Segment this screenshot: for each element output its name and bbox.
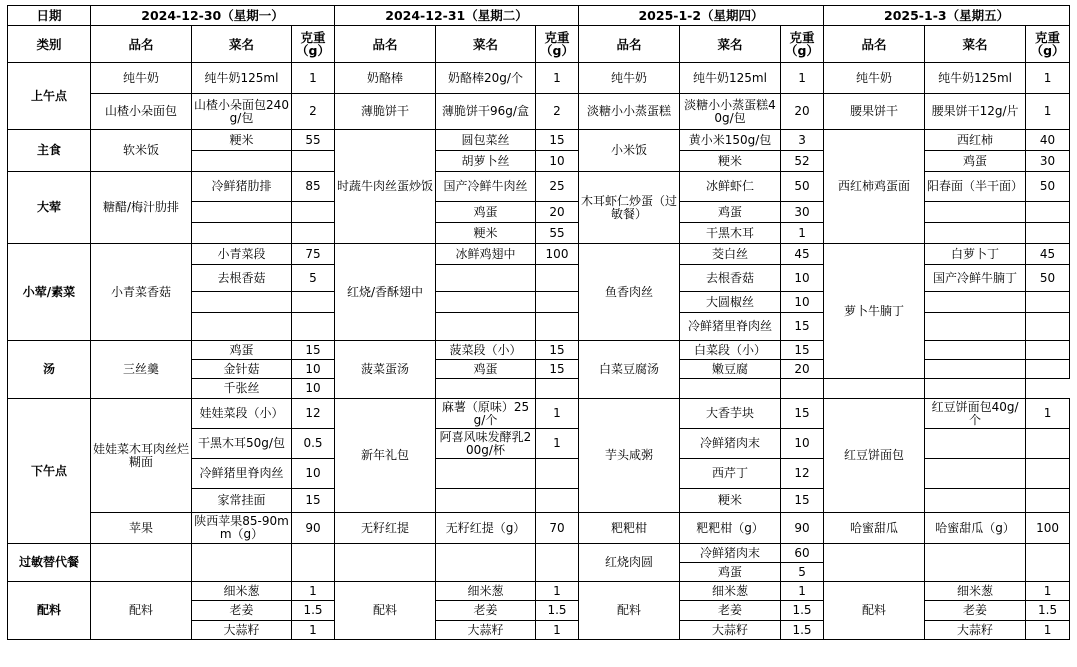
ingredient-name: 山楂小朵面包240g/包 bbox=[192, 94, 292, 130]
ingredient-name: 麻薯（原味）25g/个 bbox=[436, 399, 536, 429]
ingredient-column-label: 菜名 bbox=[192, 26, 292, 63]
column-header-row bbox=[8, 26, 1070, 63]
date-header: 2025-1-3（星期五） bbox=[824, 6, 1070, 26]
category-label: 大荤 bbox=[8, 172, 91, 244]
ingredient-weight: 10 bbox=[292, 360, 335, 379]
ingredient-weight: 1 bbox=[536, 621, 579, 640]
ingredient-name: 大蒜籽 bbox=[680, 621, 781, 640]
dish-name: 西红柿鸡蛋面 bbox=[824, 130, 925, 244]
ingredient-weight bbox=[1026, 341, 1070, 360]
category-label: 汤 bbox=[8, 341, 91, 399]
ingredient-weight bbox=[1026, 459, 1070, 489]
ingredient-weight: 50 bbox=[1026, 172, 1070, 202]
dish-name: 配料 bbox=[91, 582, 192, 640]
ingredient-weight bbox=[536, 379, 579, 399]
ingredient-weight: 52 bbox=[781, 151, 824, 172]
ingredient-name: 冷鲜猪肉末 bbox=[680, 429, 781, 459]
ingredient-name: 娃娃菜段（小） bbox=[192, 399, 292, 429]
ingredient-weight bbox=[536, 292, 579, 313]
dish-name: 奶酪棒 bbox=[335, 63, 436, 94]
ingredient-weight: 1 bbox=[781, 223, 824, 244]
ingredient-weight: 1 bbox=[536, 582, 579, 601]
dish-name: 萝卜牛腩丁 bbox=[824, 244, 925, 379]
ingredient-weight bbox=[536, 489, 579, 513]
dish-name: 山楂小朵面包 bbox=[91, 94, 192, 130]
ingredient-name: 菠菜段（小） bbox=[436, 341, 536, 360]
date-header: 2025-1-2（星期四） bbox=[579, 6, 824, 26]
dish-name: 纯牛奶 bbox=[91, 63, 192, 94]
category-label: 过敏替代餐 bbox=[8, 544, 91, 582]
table-row bbox=[8, 130, 1070, 151]
ingredient-name: 黄小米150g/包 bbox=[680, 130, 781, 151]
ingredient-weight: 15 bbox=[292, 341, 335, 360]
dish-column-label: 品名 bbox=[91, 26, 192, 63]
ingredient-name: 冷鲜猪肉末 bbox=[680, 544, 781, 563]
ingredient-weight: 5 bbox=[781, 563, 824, 582]
ingredient-weight: 15 bbox=[536, 341, 579, 360]
dish-name: 木耳虾仁炒蛋（过敏餐） bbox=[579, 172, 680, 244]
category-label: 配料 bbox=[8, 582, 91, 640]
table-row bbox=[8, 63, 1070, 94]
ingredient-name bbox=[824, 379, 925, 399]
ingredient-name bbox=[436, 265, 536, 292]
ingredient-weight: 1.5 bbox=[781, 601, 824, 621]
ingredient-name: 鸡蛋 bbox=[680, 563, 781, 582]
ingredient-weight: 50 bbox=[1026, 265, 1070, 292]
ingredient-weight: 90 bbox=[292, 513, 335, 544]
ingredient-name: 大香芋块 bbox=[680, 399, 781, 429]
ingredient-name: 粳米 bbox=[436, 223, 536, 244]
dish-name bbox=[824, 544, 925, 582]
ingredient-weight: 1 bbox=[536, 63, 579, 94]
dish-name: 无籽红提 bbox=[335, 513, 436, 544]
ingredient-name: 粑粑柑（g） bbox=[680, 513, 781, 544]
weight-column-label: 克重（g） bbox=[292, 26, 335, 63]
ingredient-weight: 1 bbox=[536, 429, 579, 459]
ingredient-column-label: 菜名 bbox=[925, 26, 1026, 63]
ingredient-weight: 55 bbox=[536, 223, 579, 244]
category-column-label: 类别 bbox=[8, 26, 91, 63]
ingredient-weight: 12 bbox=[292, 399, 335, 429]
ingredient-weight bbox=[1026, 313, 1070, 341]
ingredient-name: 茭白丝 bbox=[680, 244, 781, 265]
ingredient-name: 冰鲜鸡翅中 bbox=[436, 244, 536, 265]
ingredient-weight bbox=[925, 379, 1026, 399]
ingredient-weight: 1 bbox=[292, 621, 335, 640]
ingredient-column-label: 菜名 bbox=[680, 26, 781, 63]
ingredient-weight: 30 bbox=[1026, 151, 1070, 172]
ingredient-weight: 1 bbox=[292, 63, 335, 94]
ingredient-weight: 60 bbox=[781, 544, 824, 563]
ingredient-weight: 10 bbox=[781, 292, 824, 313]
ingredient-name: 鸡蛋 bbox=[925, 151, 1026, 172]
ingredient-name: 阳春面（半干面） bbox=[925, 172, 1026, 202]
ingredient-weight bbox=[1026, 202, 1070, 223]
dish-name: 纯牛奶 bbox=[579, 63, 680, 94]
ingredient-name: 圆包菜丝 bbox=[436, 130, 536, 151]
dish-name: 薄脆饼干 bbox=[335, 94, 436, 130]
ingredient-weight bbox=[292, 202, 335, 223]
dish-column-label: 品名 bbox=[579, 26, 680, 63]
ingredient-name: 细米葱 bbox=[436, 582, 536, 601]
ingredient-name bbox=[925, 459, 1026, 489]
ingredient-weight: 10 bbox=[781, 429, 824, 459]
weekly-menu-table bbox=[7, 5, 1070, 640]
dish-name: 芋头咸粥 bbox=[579, 399, 680, 513]
ingredient-name: 哈蜜甜瓜（g） bbox=[925, 513, 1026, 544]
ingredient-name bbox=[925, 202, 1026, 223]
ingredient-weight: 1.5 bbox=[1026, 601, 1070, 621]
ingredient-column-label: 菜名 bbox=[436, 26, 536, 63]
ingredient-name: 红豆饼面包40g/个 bbox=[925, 399, 1026, 429]
dish-name: 白菜豆腐汤 bbox=[579, 341, 680, 399]
ingredient-name: 薄脆饼干96g/盒 bbox=[436, 94, 536, 130]
ingredient-weight bbox=[1026, 489, 1070, 513]
ingredient-weight: 10 bbox=[292, 459, 335, 489]
ingredient-name: 西芹丁 bbox=[680, 459, 781, 489]
table-row bbox=[8, 582, 1070, 601]
ingredient-weight: 30 bbox=[781, 202, 824, 223]
ingredient-name: 阿喜风味发酵乳200g/杯 bbox=[436, 429, 536, 459]
category-label: 小荤/素菜 bbox=[8, 244, 91, 341]
table-row bbox=[8, 513, 1070, 544]
ingredient-name: 细米葱 bbox=[925, 582, 1026, 601]
ingredient-name: 西红柿 bbox=[925, 130, 1026, 151]
ingredient-weight: 1 bbox=[1026, 63, 1070, 94]
dish-name: 苹果 bbox=[91, 513, 192, 544]
ingredient-weight: 1 bbox=[292, 582, 335, 601]
ingredient-name: 纯牛奶125ml bbox=[925, 63, 1026, 94]
ingredient-name bbox=[680, 379, 781, 399]
ingredient-weight bbox=[536, 544, 579, 582]
ingredient-weight: 40 bbox=[1026, 130, 1070, 151]
ingredient-name: 国产冷鲜牛肉丝 bbox=[436, 172, 536, 202]
ingredient-weight: 1.5 bbox=[536, 601, 579, 621]
dish-name: 粑粑柑 bbox=[579, 513, 680, 544]
ingredient-name bbox=[436, 544, 536, 582]
dish-name bbox=[91, 544, 192, 582]
ingredient-weight: 15 bbox=[781, 489, 824, 513]
ingredient-weight: 20 bbox=[781, 94, 824, 130]
ingredient-name: 冰鲜虾仁 bbox=[680, 172, 781, 202]
ingredient-name: 大蒜籽 bbox=[925, 621, 1026, 640]
ingredient-weight: 12 bbox=[781, 459, 824, 489]
date-header: 2024-12-30（星期一） bbox=[91, 6, 335, 26]
ingredient-weight bbox=[536, 313, 579, 341]
ingredient-weight: 10 bbox=[292, 379, 335, 399]
ingredient-weight bbox=[292, 292, 335, 313]
ingredient-name: 无籽红提（g） bbox=[436, 513, 536, 544]
ingredient-name bbox=[436, 489, 536, 513]
ingredient-weight bbox=[1026, 544, 1070, 582]
weight-column-label: 克重（g） bbox=[1026, 26, 1070, 63]
ingredient-weight bbox=[1026, 292, 1070, 313]
ingredient-name: 粳米 bbox=[680, 151, 781, 172]
ingredient-name: 冷鲜猪里脊肉丝 bbox=[192, 459, 292, 489]
dish-name: 菠菜蛋汤 bbox=[335, 341, 436, 399]
ingredient-name bbox=[436, 292, 536, 313]
ingredient-name: 干黑木耳50g/包 bbox=[192, 429, 292, 459]
ingredient-weight: 5 bbox=[292, 265, 335, 292]
ingredient-weight: 1 bbox=[536, 399, 579, 429]
ingredient-weight: 55 bbox=[292, 130, 335, 151]
ingredient-name: 去根香菇 bbox=[680, 265, 781, 292]
ingredient-name bbox=[436, 379, 536, 399]
dish-name: 配料 bbox=[579, 582, 680, 640]
ingredient-weight: 15 bbox=[536, 360, 579, 379]
dish-name: 哈蜜甜瓜 bbox=[824, 513, 925, 544]
dish-name: 新年礼包 bbox=[335, 399, 436, 513]
ingredient-weight bbox=[536, 459, 579, 489]
table-row bbox=[8, 544, 1070, 563]
dish-name: 娃娃菜木耳肉丝烂糊面 bbox=[91, 399, 192, 513]
ingredient-name: 胡萝卜丝 bbox=[436, 151, 536, 172]
category-label: 主食 bbox=[8, 130, 91, 172]
ingredient-name: 陕西苹果85-90mm（g） bbox=[192, 513, 292, 544]
ingredient-weight: 1 bbox=[1026, 94, 1070, 130]
ingredient-name: 家常挂面 bbox=[192, 489, 292, 513]
ingredient-weight bbox=[536, 265, 579, 292]
ingredient-name: 细米葱 bbox=[192, 582, 292, 601]
dish-name bbox=[335, 544, 436, 582]
ingredient-weight: 85 bbox=[292, 172, 335, 202]
ingredient-name: 鸡蛋 bbox=[680, 202, 781, 223]
ingredient-name: 去根香菇 bbox=[192, 265, 292, 292]
ingredient-name bbox=[192, 544, 292, 582]
category-label: 上午点 bbox=[8, 63, 91, 130]
ingredient-name: 大圆椒丝 bbox=[680, 292, 781, 313]
ingredient-name bbox=[192, 151, 292, 172]
ingredient-weight: 20 bbox=[536, 202, 579, 223]
dish-name: 小青菜香菇 bbox=[91, 244, 192, 341]
dish-name: 腰果饼干 bbox=[824, 94, 925, 130]
ingredient-name: 老姜 bbox=[925, 601, 1026, 621]
ingredient-name: 嫩豆腐 bbox=[680, 360, 781, 379]
ingredient-weight: 75 bbox=[292, 244, 335, 265]
ingredient-weight: 45 bbox=[781, 244, 824, 265]
ingredient-name: 干黑木耳 bbox=[680, 223, 781, 244]
weight-column-label: 克重（g） bbox=[536, 26, 579, 63]
ingredient-weight: 45 bbox=[1026, 244, 1070, 265]
ingredient-weight bbox=[781, 379, 824, 399]
ingredient-name: 奶酪棒20g/个 bbox=[436, 63, 536, 94]
ingredient-name: 国产冷鲜牛腩丁 bbox=[925, 265, 1026, 292]
ingredient-weight bbox=[292, 313, 335, 341]
ingredient-weight: 15 bbox=[536, 130, 579, 151]
ingredient-name: 白菜段（小） bbox=[680, 341, 781, 360]
dish-name: 鱼香肉丝 bbox=[579, 244, 680, 341]
ingredient-name bbox=[925, 341, 1026, 360]
ingredient-weight: 70 bbox=[536, 513, 579, 544]
ingredient-name: 鸡蛋 bbox=[436, 360, 536, 379]
ingredient-weight: 1 bbox=[1026, 399, 1070, 429]
dish-name: 红烧/香酥翅中 bbox=[335, 244, 436, 341]
ingredient-weight bbox=[1026, 429, 1070, 459]
dish-name: 配料 bbox=[335, 582, 436, 640]
ingredient-weight: 3 bbox=[781, 130, 824, 151]
ingredient-weight: 25 bbox=[536, 172, 579, 202]
ingredient-name: 金针菇 bbox=[192, 360, 292, 379]
ingredient-weight: 1 bbox=[781, 63, 824, 94]
ingredient-weight: 15 bbox=[781, 399, 824, 429]
ingredient-name bbox=[436, 313, 536, 341]
table-row bbox=[8, 244, 1070, 265]
ingredient-name: 老姜 bbox=[680, 601, 781, 621]
ingredient-name bbox=[925, 360, 1026, 379]
dish-column-label: 品名 bbox=[335, 26, 436, 63]
weight-column-label: 克重（g） bbox=[781, 26, 824, 63]
ingredient-name bbox=[192, 202, 292, 223]
ingredient-name: 淡糖小小蒸蛋糕40g/包 bbox=[680, 94, 781, 130]
dish-name: 糖醋/梅汁肋排 bbox=[91, 172, 192, 244]
ingredient-weight bbox=[1026, 360, 1070, 379]
ingredient-name: 白萝卜丁 bbox=[925, 244, 1026, 265]
dish-name: 三丝羹 bbox=[91, 341, 192, 399]
date-header: 2024-12-31（星期二） bbox=[335, 6, 579, 26]
date-corner-label: 日期 bbox=[8, 6, 91, 26]
table-row bbox=[8, 399, 1070, 429]
dish-name: 时蔬牛肉丝蛋炒饭 bbox=[335, 130, 436, 244]
ingredient-weight: 100 bbox=[1026, 513, 1070, 544]
ingredient-name bbox=[192, 313, 292, 341]
ingredient-weight: 15 bbox=[781, 341, 824, 360]
ingredient-weight bbox=[292, 223, 335, 244]
ingredient-weight: 1.5 bbox=[781, 621, 824, 640]
ingredient-weight: 10 bbox=[781, 265, 824, 292]
ingredient-name: 大蒜籽 bbox=[192, 621, 292, 640]
ingredient-weight: 2 bbox=[292, 94, 335, 130]
ingredient-name bbox=[925, 313, 1026, 341]
ingredient-name: 千张丝 bbox=[192, 379, 292, 399]
dish-name: 小米饭 bbox=[579, 130, 680, 172]
category-label: 下午点 bbox=[8, 399, 91, 544]
ingredient-weight: 15 bbox=[292, 489, 335, 513]
ingredient-name: 鸡蛋 bbox=[192, 341, 292, 360]
dish-name: 红烧肉圆 bbox=[579, 544, 680, 582]
ingredient-weight: 50 bbox=[781, 172, 824, 202]
ingredient-weight: 20 bbox=[781, 360, 824, 379]
ingredient-weight bbox=[292, 151, 335, 172]
dish-name: 淡糖小小蒸蛋糕 bbox=[579, 94, 680, 130]
ingredient-name: 纯牛奶125ml bbox=[680, 63, 781, 94]
dish-name: 红豆饼面包 bbox=[824, 399, 925, 513]
ingredient-name: 老姜 bbox=[436, 601, 536, 621]
ingredient-name: 腰果饼干12g/片 bbox=[925, 94, 1026, 130]
dish-name: 配料 bbox=[824, 582, 925, 640]
ingredient-name: 纯牛奶125ml bbox=[192, 63, 292, 94]
date-header-row bbox=[8, 6, 1070, 26]
ingredient-name: 鸡蛋 bbox=[436, 202, 536, 223]
ingredient-name bbox=[436, 459, 536, 489]
ingredient-name: 大蒜籽 bbox=[436, 621, 536, 640]
ingredient-name bbox=[192, 223, 292, 244]
ingredient-weight: 1 bbox=[781, 582, 824, 601]
ingredient-weight: 1.5 bbox=[292, 601, 335, 621]
ingredient-name: 粳米 bbox=[680, 489, 781, 513]
ingredient-name bbox=[925, 489, 1026, 513]
dish-name: 软米饭 bbox=[91, 130, 192, 172]
ingredient-name bbox=[192, 292, 292, 313]
ingredient-name bbox=[925, 292, 1026, 313]
ingredient-weight: 2 bbox=[536, 94, 579, 130]
ingredient-name bbox=[925, 429, 1026, 459]
ingredient-name bbox=[925, 223, 1026, 244]
ingredient-weight: 0.5 bbox=[292, 429, 335, 459]
ingredient-weight: 90 bbox=[781, 513, 824, 544]
ingredient-name: 小青菜段 bbox=[192, 244, 292, 265]
ingredient-weight: 15 bbox=[781, 313, 824, 341]
ingredient-weight: 10 bbox=[536, 151, 579, 172]
dish-name: 纯牛奶 bbox=[824, 63, 925, 94]
ingredient-name: 冷鲜猪里脊肉丝 bbox=[680, 313, 781, 341]
ingredient-weight bbox=[1026, 223, 1070, 244]
table-row bbox=[8, 94, 1070, 130]
ingredient-weight: 1 bbox=[1026, 582, 1070, 601]
ingredient-name: 粳米 bbox=[192, 130, 292, 151]
ingredient-weight: 100 bbox=[536, 244, 579, 265]
ingredient-name: 老姜 bbox=[192, 601, 292, 621]
dish-column-label: 品名 bbox=[824, 26, 925, 63]
ingredient-weight: 1 bbox=[1026, 621, 1070, 640]
ingredient-name: 冷鲜猪肋排 bbox=[192, 172, 292, 202]
ingredient-weight bbox=[292, 544, 335, 582]
ingredient-name: 细米葱 bbox=[680, 582, 781, 601]
ingredient-name bbox=[925, 544, 1026, 582]
